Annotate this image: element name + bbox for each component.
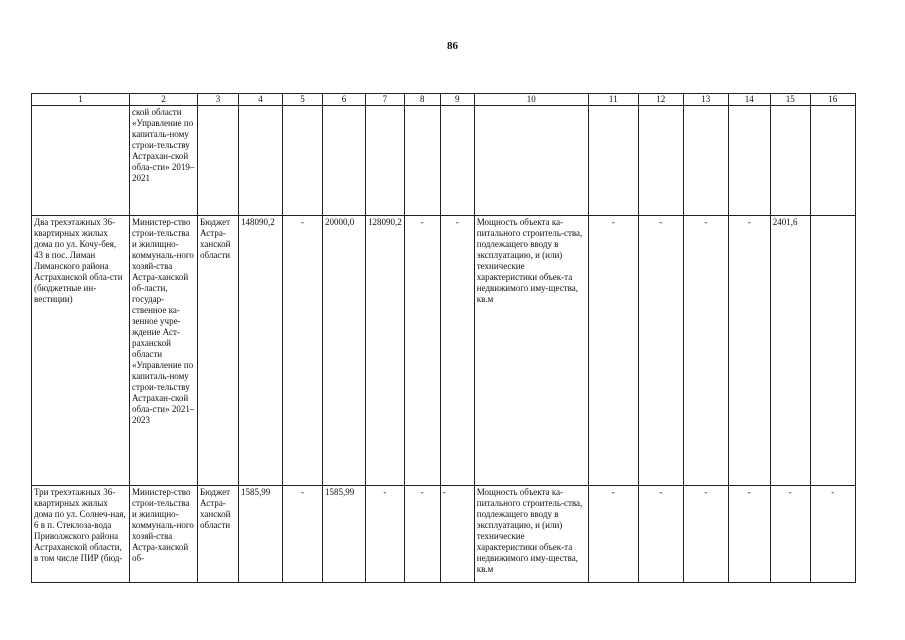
- cell-col-9: -: [440, 486, 474, 583]
- col-header-6: 6: [323, 94, 366, 106]
- cell-responsible-body: ской области «Управление по капиталь-ному строи-тельству Астрахан-ской обла-сти» 2019–2021: [130, 106, 198, 216]
- col-header-12: 12: [638, 94, 683, 106]
- cell-col-5: [283, 106, 323, 216]
- cell-col-12: -: [638, 216, 683, 486]
- col-header-13: 13: [683, 94, 728, 106]
- cell-col-14: -: [728, 216, 770, 486]
- col-header-14: 14: [728, 94, 770, 106]
- cell-col-11: [588, 106, 638, 216]
- cell-col-4: 1585,99: [239, 486, 283, 583]
- cell-col-9: [440, 106, 474, 216]
- cell-col-15: -: [770, 486, 810, 583]
- cell-col-16: [810, 216, 855, 486]
- cell-object-name: Три трехэтажных 36-квартирных жилых дома по ул. Солнеч-ная, 6 в п. Стеклоза-вода Приволжского района Астраханской области, в том числе ПИР (бюд-: [32, 486, 130, 583]
- cell-col-13: -: [683, 486, 728, 583]
- cell-col-12: [638, 106, 683, 216]
- cell-col-8: -: [404, 216, 440, 486]
- cell-responsible-body: Министер-ство строи-тельства и жилищно-коммуналь-ного хозяй-ства Астра-ханской об-ласти, государ-ственное ка-зенное учре-ждение Аст-раханской области «Управление по капиталь-ному строи-тельству Астрахан-ской обла-сти» 2021–2023: [130, 216, 198, 486]
- cell-col-14: -: [728, 486, 770, 583]
- cell-col-6: [323, 106, 366, 216]
- cell-funding-source: [198, 106, 239, 216]
- cell-col-14: [728, 106, 770, 216]
- col-header-10: 10: [474, 94, 588, 106]
- cell-col-7: -: [366, 486, 405, 583]
- cell-indicator: Мощность объекта ка-питального строитель-ства, подлежащего вводу в эксплуатацию, и (или) технические характеристики объек-та недвижимого иму-щества, кв.м: [474, 216, 588, 486]
- col-header-4: 4: [239, 94, 283, 106]
- cell-responsible-body: Министер-ство строи-тельства и жилищно-коммуналь-ного хозяй-ства Астра-ханской об-: [130, 486, 198, 583]
- cell-object-name: [32, 106, 130, 216]
- cell-col-5: -: [283, 486, 323, 583]
- cell-col-16: -: [810, 486, 855, 583]
- cell-col-4: 148090,2: [239, 216, 283, 486]
- table-row: [32, 486, 856, 583]
- col-header-2: 2: [130, 94, 198, 106]
- cell-col-11: -: [588, 486, 638, 583]
- cell-indicator: [474, 106, 588, 216]
- cell-col-6: 1585,99: [323, 486, 366, 583]
- col-header-7: 7: [366, 94, 405, 106]
- cell-col-8: -: [404, 486, 440, 583]
- cell-col-5: -: [283, 216, 323, 486]
- cell-col-6: 20000,0: [323, 216, 366, 486]
- cell-col-15: 2401,6: [770, 216, 810, 486]
- col-header-3: 3: [198, 94, 239, 106]
- data-table: [31, 93, 856, 583]
- cell-col-15: [770, 106, 810, 216]
- cell-col-8: [404, 106, 440, 216]
- col-header-9: 9: [440, 94, 474, 106]
- cell-col-12: -: [638, 486, 683, 583]
- cell-col-11: -: [588, 216, 638, 486]
- col-header-15: 15: [770, 94, 810, 106]
- cell-col-7: 128090,2: [366, 216, 405, 486]
- cell-col-4: [239, 106, 283, 216]
- cell-col-9: -: [440, 216, 474, 486]
- cell-col-13: [683, 106, 728, 216]
- page-number: 86: [447, 40, 458, 52]
- table-row: [32, 216, 856, 486]
- cell-col-16: [810, 106, 855, 216]
- cell-object-name: Два трехэтажных 36-квартирных жилых дома по ул. Кочу-бея, 43 в пос. Лиман Лиманского района Астраханской обла-сти (бюджетные ин-вестиции): [32, 216, 130, 486]
- col-header-1: 1: [32, 94, 130, 106]
- col-header-11: 11: [588, 94, 638, 106]
- col-header-16: 16: [810, 94, 855, 106]
- cell-col-7: [366, 106, 405, 216]
- cell-indicator: Мощность объекта ка-питального строитель-ства, подлежащего вводу в эксплуатацию, и (или) технические характеристики объек-та недвижимого иму-щества, кв.м: [474, 486, 588, 583]
- table-row: [32, 106, 856, 216]
- cell-funding-source: Бюджет Астра-ханской области: [198, 216, 239, 486]
- cell-funding-source: Бюджет Астра-ханской области: [198, 486, 239, 583]
- col-header-8: 8: [404, 94, 440, 106]
- header-row: [32, 94, 856, 106]
- cell-col-13: -: [683, 216, 728, 486]
- col-header-5: 5: [283, 94, 323, 106]
